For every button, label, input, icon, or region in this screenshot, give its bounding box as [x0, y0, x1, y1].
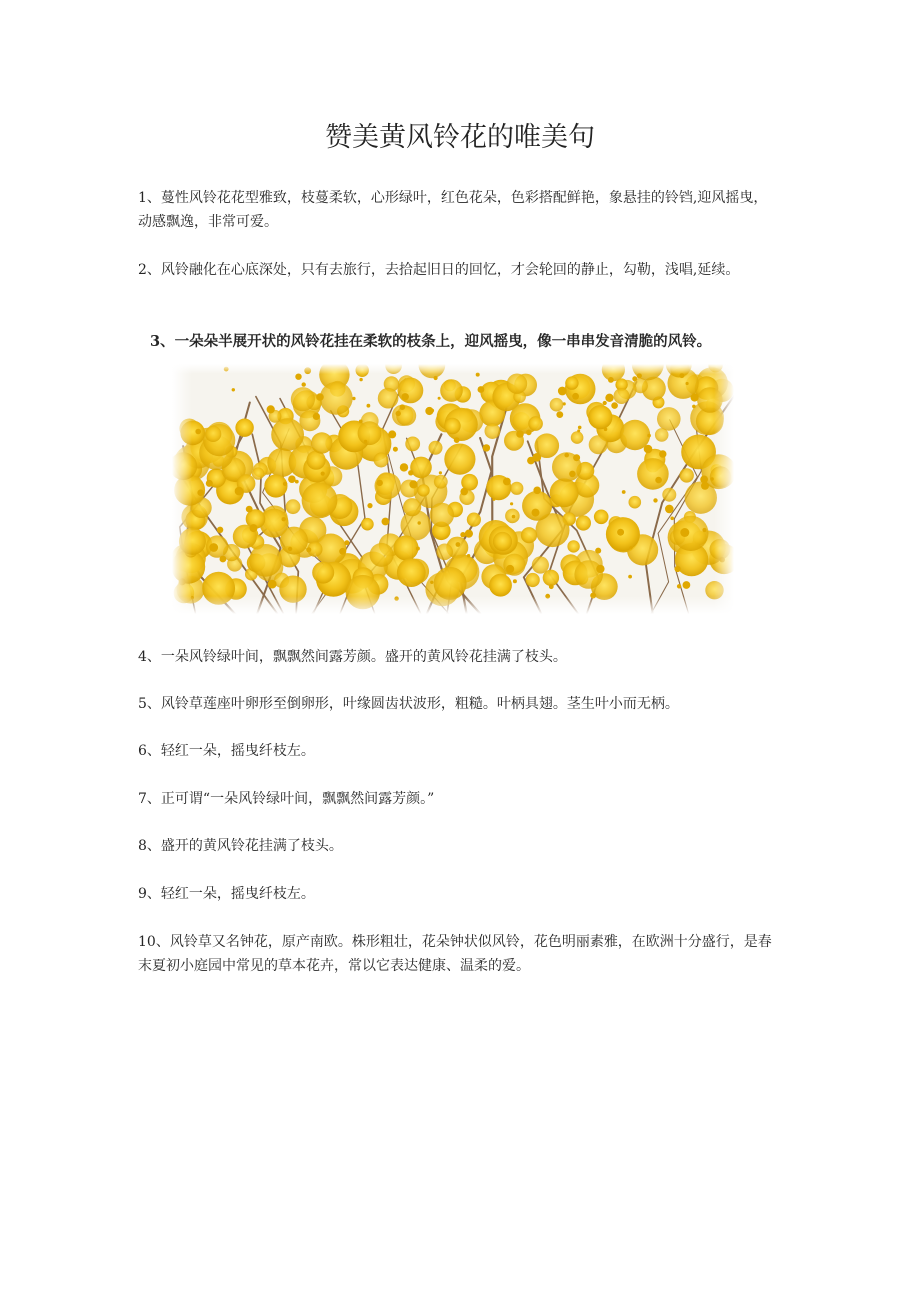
blossom-detail: [513, 579, 517, 583]
blossom-detail: [416, 547, 420, 551]
blossom-detail: [288, 547, 292, 551]
blossom-detail: [402, 393, 409, 400]
blossom: [521, 527, 537, 543]
blossom-detail: [506, 565, 514, 573]
blossom-detail: [617, 529, 624, 536]
blossom-detail: [512, 515, 516, 519]
blossom-detail: [418, 521, 421, 524]
blossom-detail: [492, 498, 495, 501]
blossom-detail: [388, 430, 396, 438]
blossom-detail: [710, 477, 713, 480]
blossom-detail: [344, 540, 349, 545]
blossom-detail: [359, 420, 363, 424]
blossom: [434, 475, 448, 489]
blossom: [574, 560, 603, 589]
blossom-detail: [396, 411, 401, 416]
flower-photo-drawing: [172, 364, 734, 614]
blossom-detail: [364, 440, 367, 443]
blossom-detail: [622, 490, 626, 494]
blossom: [291, 387, 315, 411]
blossom-detail: [339, 548, 346, 555]
blossom: [673, 516, 708, 551]
blossom-detail: [377, 480, 383, 486]
blossom: [493, 532, 512, 551]
blossom: [522, 491, 552, 521]
blossom-detail: [282, 517, 286, 521]
blossom: [394, 535, 419, 560]
blossom-detail: [549, 584, 554, 589]
blossom: [571, 431, 584, 444]
blossom-detail: [569, 471, 576, 478]
blossom-detail: [533, 487, 541, 495]
blossom-detail: [267, 405, 275, 413]
blossom-detail: [321, 472, 325, 476]
blossom-detail: [367, 503, 372, 508]
blossom: [503, 554, 525, 576]
paragraph-7: 7、正可谓“一朵风铃绿叶间，飘飘然间露芳颜。”: [138, 791, 435, 807]
blossom: [378, 388, 399, 409]
blossom-detail: [460, 532, 465, 537]
blossom-detail: [577, 429, 580, 432]
blossom-detail: [558, 387, 567, 396]
blossom: [374, 453, 389, 468]
paragraph-9: 9、轻红一朵，摇曳纤枝左。: [138, 886, 315, 902]
blossom-detail: [483, 444, 490, 451]
blossom-detail: [217, 527, 223, 533]
blossom: [302, 482, 338, 518]
blossom: [637, 458, 669, 490]
blossom: [510, 482, 523, 495]
blossom-detail: [510, 502, 513, 505]
blossom-detail: [434, 376, 438, 380]
blossom: [405, 437, 420, 452]
blossom-detail: [604, 428, 608, 432]
blossom-detail: [456, 542, 461, 547]
blossom-detail: [605, 394, 613, 402]
blossom-detail: [702, 528, 706, 532]
blossom: [398, 378, 424, 404]
blossom: [430, 503, 454, 527]
blossom-detail: [313, 413, 320, 420]
blossom-detail: [209, 543, 218, 552]
blossom: [526, 573, 540, 587]
blossom: [467, 513, 481, 527]
blossom: [280, 527, 308, 555]
blossom-detail: [465, 530, 473, 538]
blossom: [429, 441, 443, 455]
blossom-detail: [533, 453, 542, 462]
blossom-detail: [295, 374, 301, 380]
blossom: [249, 544, 282, 577]
blossom: [655, 428, 669, 442]
blossom-detail: [644, 445, 653, 454]
blossom-detail: [359, 378, 362, 381]
blossom: [576, 515, 591, 530]
paragraph-4: 4、一朵风铃绿叶间，飘飘然间露芳颜。盛开的黄风铃花挂满了枝头。: [138, 649, 567, 665]
blossom-detail: [478, 386, 485, 393]
paragraph-6: 6、轻红一朵，摇曳纤枝左。: [138, 743, 315, 759]
blossom-detail: [564, 453, 569, 458]
blossom: [370, 543, 394, 567]
blossom-detail: [677, 584, 681, 588]
blossom: [205, 426, 221, 442]
paragraph-3: 3、一朵朵半展开状的风铃花挂在柔软的枝条上，迎风摇曳，像一串串发音清脆的风铃。: [150, 333, 712, 350]
blossom: [543, 570, 559, 586]
blossom-detail: [400, 463, 408, 471]
blossom: [662, 488, 676, 502]
paragraph-8: 8、盛开的黄风铃花挂满了枝头。: [138, 838, 343, 854]
blossom-detail: [675, 566, 681, 572]
blossom: [444, 418, 461, 435]
blossom-detail: [408, 470, 413, 475]
blossom: [312, 562, 334, 584]
blossom-detail: [316, 393, 324, 401]
blossom: [410, 457, 432, 479]
blossom-detail: [595, 548, 601, 554]
blossom-detail: [596, 565, 604, 573]
paragraph-10: 10、风铃草又名钟花，原产南欧。株形粗壮，花朵钟状似风铃，花色明丽素雅，在欧洲十分盛行，是春末夏初小庭园中常见的草本花卉，常以它表达健康、温柔的爱。: [138, 934, 772, 974]
blossom: [271, 418, 304, 451]
blossom: [657, 407, 681, 431]
blossom-detail: [232, 388, 235, 391]
blossom: [567, 540, 579, 552]
blossom: [440, 379, 463, 402]
blossom-detail: [632, 376, 637, 381]
blossom: [489, 574, 512, 597]
blossom-detail: [195, 429, 201, 435]
blossom-detail: [352, 397, 355, 400]
blossom-detail: [670, 517, 674, 521]
blossom-detail: [573, 454, 580, 461]
blossom-detail: [306, 547, 311, 552]
blossom-detail: [467, 554, 470, 557]
blossom-detail: [367, 404, 371, 408]
blossom: [550, 478, 579, 507]
blossom: [436, 544, 453, 561]
blossom-detail: [692, 405, 696, 409]
blossom-detail: [206, 480, 213, 487]
blossom-detail: [526, 430, 532, 436]
blossom-detail: [197, 489, 204, 496]
blossom: [235, 419, 253, 437]
blossom-detail: [516, 430, 524, 438]
blossom-detail: [454, 437, 460, 443]
blossom-detail: [220, 556, 227, 563]
blossom-detail: [578, 426, 582, 430]
blossom: [434, 567, 467, 600]
blossom-detail: [556, 411, 563, 418]
blossom-detail: [691, 393, 699, 401]
blossom: [444, 444, 475, 475]
blossom-detail: [425, 407, 433, 415]
blossom: [403, 498, 421, 516]
blossom: [320, 382, 353, 415]
blossom-detail: [439, 471, 442, 474]
blossom-detail: [430, 581, 433, 584]
blossom-detail: [532, 509, 540, 517]
blossom-detail: [680, 528, 689, 537]
yellow-bellflower-tree-photo: [172, 364, 734, 614]
blossom-detail: [235, 487, 244, 496]
document-title: 赞美黄风铃花的唯美句: [325, 122, 595, 153]
blossom-detail: [686, 382, 689, 385]
blossom: [588, 405, 612, 429]
blossom-detail: [665, 505, 674, 514]
blossom: [485, 423, 501, 439]
blossom: [397, 558, 426, 587]
blossom: [629, 496, 642, 509]
blossom-detail: [409, 480, 417, 488]
blossom-detail: [563, 402, 566, 405]
blossom-detail: [302, 382, 306, 386]
blossom-detail: [572, 393, 579, 400]
blossom-detail: [460, 488, 468, 496]
blossom-detail: [288, 475, 296, 483]
blossom: [264, 474, 287, 497]
blossom-detail: [283, 482, 287, 486]
blossom-detail: [683, 581, 691, 589]
blossom-detail: [393, 447, 398, 452]
blossom-detail: [503, 478, 511, 486]
blossom-detail: [653, 498, 657, 502]
blossom-detail: [701, 482, 709, 490]
blossom: [358, 421, 382, 445]
blossom-detail: [268, 580, 277, 589]
blossom: [614, 388, 630, 404]
blossom: [417, 484, 429, 496]
paragraph-2: 2、风铃融化在心底深处，只有去旅行，去拾起旧日的回忆，才会轮回的静止，勾勒，浅唱,延续。: [138, 262, 740, 278]
blossom-detail: [603, 401, 607, 405]
paragraph-5: 5、风铃草莲座叶卵形至倒卵形，叶缘圆齿状波形，粗糙。叶柄具翅。茎生叶小而无柄。: [138, 696, 679, 712]
blossom-detail: [628, 575, 632, 579]
blossom: [286, 499, 301, 514]
blossom-detail: [608, 377, 614, 383]
blossom-detail: [246, 506, 253, 513]
blossom: [311, 432, 332, 453]
blossom: [550, 398, 564, 412]
blossom: [589, 435, 608, 454]
blossom-detail: [382, 518, 390, 526]
blossom-detail: [659, 450, 666, 457]
blossom-detail: [655, 477, 662, 484]
blossom-detail: [647, 434, 651, 438]
paragraph-1: 1、蔓性风铃花花型雅致，枝蔓柔软，心形绿叶，红色花朵，色彩搭配鲜艳，象悬挂的铃铛,迎风摇曳，动感飘逸，非常可爱。: [138, 190, 768, 230]
blossom: [565, 376, 578, 389]
blossom-detail: [611, 402, 618, 409]
blossom: [361, 518, 374, 531]
blossom: [252, 467, 264, 479]
blossom: [594, 510, 609, 525]
blossom-detail: [250, 524, 258, 532]
blossom-detail: [438, 397, 441, 400]
blossom: [680, 468, 694, 482]
blossom: [507, 374, 527, 394]
blossom: [375, 473, 401, 499]
blossom-detail: [629, 546, 632, 549]
blossom-detail: [400, 404, 406, 410]
blossom: [528, 416, 543, 431]
